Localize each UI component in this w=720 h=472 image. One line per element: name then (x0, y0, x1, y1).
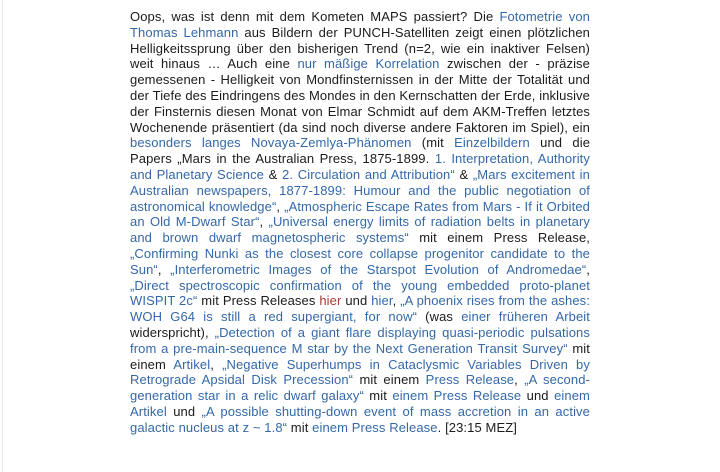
inline-link[interactable]: einem Press Release (312, 419, 438, 435)
inline-link[interactable]: 2. Circulation and Attribution“ (282, 166, 455, 182)
inline-link[interactable]: Fotometrie von Thomas Lehmann (130, 9, 590, 40)
inline-link[interactable]: Artikel (173, 356, 211, 372)
body-text: widerspricht), (130, 324, 215, 340)
inline-link[interactable]: nur mäßige Korrelation (297, 56, 440, 72)
body-text: und (341, 293, 372, 309)
inline-link[interactable]: „Direct spectroscopic confirmation of the young embedded proto-planet WISPIT 2c“ (130, 277, 590, 309)
inline-link[interactable]: 1. Interpretation, Authority and Planetary Science (130, 151, 590, 182)
body-text: mit einem Press Release, (408, 230, 590, 246)
visited-inline-link[interactable]: hier (319, 293, 342, 309)
body-text: . (437, 419, 446, 435)
body-text: , (259, 214, 269, 230)
body-text: aus Bildern der PUNCH-Satelliten zeigt einen plötzlichen Helligkeitssprung über den bisherigen Trend (n=2, wie ein inaktiver Felsen) weit hinaus … Auch eine (130, 24, 590, 72)
inline-link[interactable]: „Mars excitement in Australian newspapers, 1877-1899: Humour and the public negotiation of astronomical knowledge“ (130, 166, 590, 214)
body-text: , (210, 356, 223, 372)
inline-link[interactable]: „Atmospheric Escape Rates from Mars - If it Orbited an Old M-Dwarf Star“ (130, 198, 591, 230)
inline-link[interactable]: „Negative Superhumps in Cataclysmic Variables Driven by Retrograde Apsidal Disk Precession“ (130, 356, 590, 388)
inline-link[interactable]: „Confirming Nunki as the closest core collapse progenitor candidate to the Sun“ (130, 245, 590, 277)
body-text: , (392, 293, 401, 309)
body-text: , (157, 261, 171, 277)
body-text: Oops, was ist denn mit dem Kometen MAPS passiert? Die (130, 9, 500, 24)
body-text: & (264, 166, 283, 182)
inline-link[interactable]: „A second-generation star in a relic dwarf galaxy“ (130, 372, 590, 404)
body-text: zwischen der - präzise gemessenen - Helligkeit von Mondfinsternissen in der Mitte der Totalität und der Tiefe des Eindringens des Mondes in den Kernschatten der Erde, inklusive der Finsternis diesen Monat von Elmar Schmidt auf dem AKM-Treffen letztes Wochenende präsentiert (da sind noch diverse andere Faktoren im Spiel), ein (130, 56, 590, 135)
body-text: mit Press Releases (197, 293, 320, 309)
body-text: mit (363, 388, 393, 404)
timestamp: [23:15 MEZ] (445, 419, 517, 435)
body-text: , (586, 261, 590, 277)
window-edge-line (2, 0, 3, 472)
inline-link[interactable]: einer früheren Arbeit (461, 309, 591, 325)
inline-link[interactable]: hier (371, 293, 393, 309)
inline-link[interactable]: „A phoenix rises from the ashes: WOH G64 is still a red supergiant, for now“ (130, 293, 590, 325)
inline-link[interactable]: Press Release (425, 372, 515, 388)
body-text: mit einem (130, 340, 590, 372)
inline-link[interactable]: „Detection of a giant flare displaying quasi-periodic pulsations from a pre-main-sequence M star by the Next Generation Transit Survey“ (130, 324, 590, 356)
inline-link[interactable]: „Universal energy limits of radiation belts in planetary and brown dwarf magnetospheric systems“ (130, 214, 590, 246)
inline-link[interactable]: besonders langes Novaya-Zemlya-Phänomen (130, 135, 412, 151)
body-text: , (514, 372, 525, 388)
article-paragraph (130, 9, 590, 436)
inline-link[interactable]: einem Press Release (392, 388, 522, 404)
body-text: (was (417, 309, 462, 325)
body-text: mit (287, 419, 313, 435)
inline-link[interactable]: „Interferometric Images of the Starspot Evolution of Andromedae“ (170, 261, 587, 277)
inline-link[interactable]: Einzelbildern (454, 135, 530, 151)
body-text: und (521, 388, 555, 404)
inline-link[interactable]: einem Artikel (130, 388, 590, 419)
body-text: mit einem (353, 372, 426, 388)
body-text: und die Papers „Mars in the Australian Press, 1875-1899. (130, 135, 591, 167)
body-text: (mit (411, 135, 455, 151)
inline-link[interactable]: „A possible shutting-down event of mass accretion in an active galactic nucleus at z ~ 1.8“ (130, 403, 590, 435)
body-text: , (276, 198, 285, 214)
body-text: und (166, 403, 202, 419)
body-text: & (454, 166, 473, 182)
